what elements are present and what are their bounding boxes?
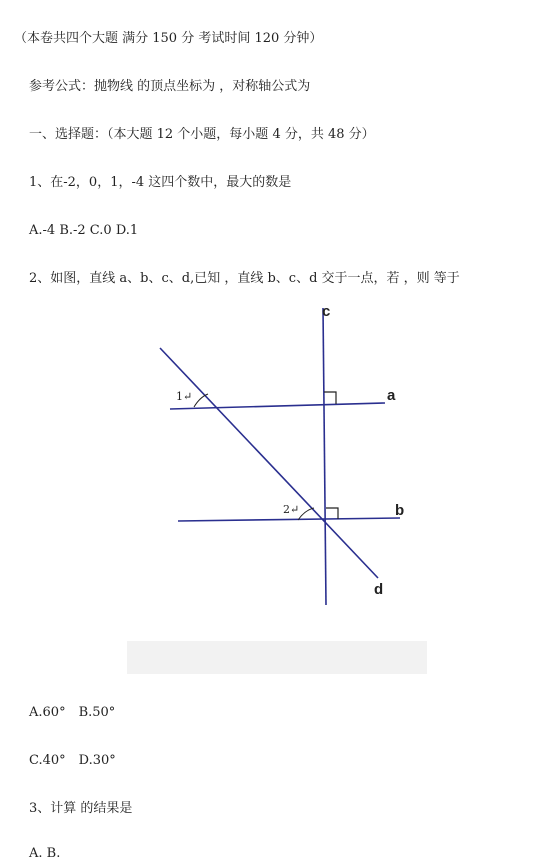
label-d: d [374,581,384,598]
q2-figure [150,300,420,610]
right-angle-mark-b [326,508,338,519]
label-angle-1: 1↵ [176,390,193,403]
formula-note: 参考公式：抛物线 的顶点坐标为 ，对称轴公式为 [29,79,311,94]
angle-2-arc [298,508,314,520]
header-note: （本卷共四个大题 满分 150 分 考试时间 120 分钟） [14,31,323,46]
label-c: c [322,303,331,320]
q2-options-row2: C.40° D.30° [29,753,116,768]
label-b: b [395,502,405,519]
line-b [178,518,400,521]
q3-stem: 3、计算 的结果是 [29,801,133,816]
label-a: a [387,387,396,404]
q2-stem: 2、如图，直线 a、b、c、d,已知 ，直线 b、c、d 交于一点，若 ，则 等于 [29,271,460,286]
right-angle-mark-a [324,392,336,404]
q1-options: A.-4 B.-2 C.0 D.1 [29,223,139,238]
section-title: 一、选择题：（本大题 12 个小题，每小题 4 分，共 48 分） [29,127,375,142]
q3-options-partial: A. B. [29,846,61,861]
q1-stem: 1、在-2，0，1，-4 这四个数中，最大的数是 [29,175,292,190]
line-a [170,403,385,409]
geometry-diagram [150,300,420,610]
line-d [160,348,378,578]
label-angle-2: 2↵ [283,503,300,516]
q2-options-row1: A.60° B.50° [29,705,116,720]
blank-gray-bar [127,641,427,674]
line-c [323,308,326,605]
